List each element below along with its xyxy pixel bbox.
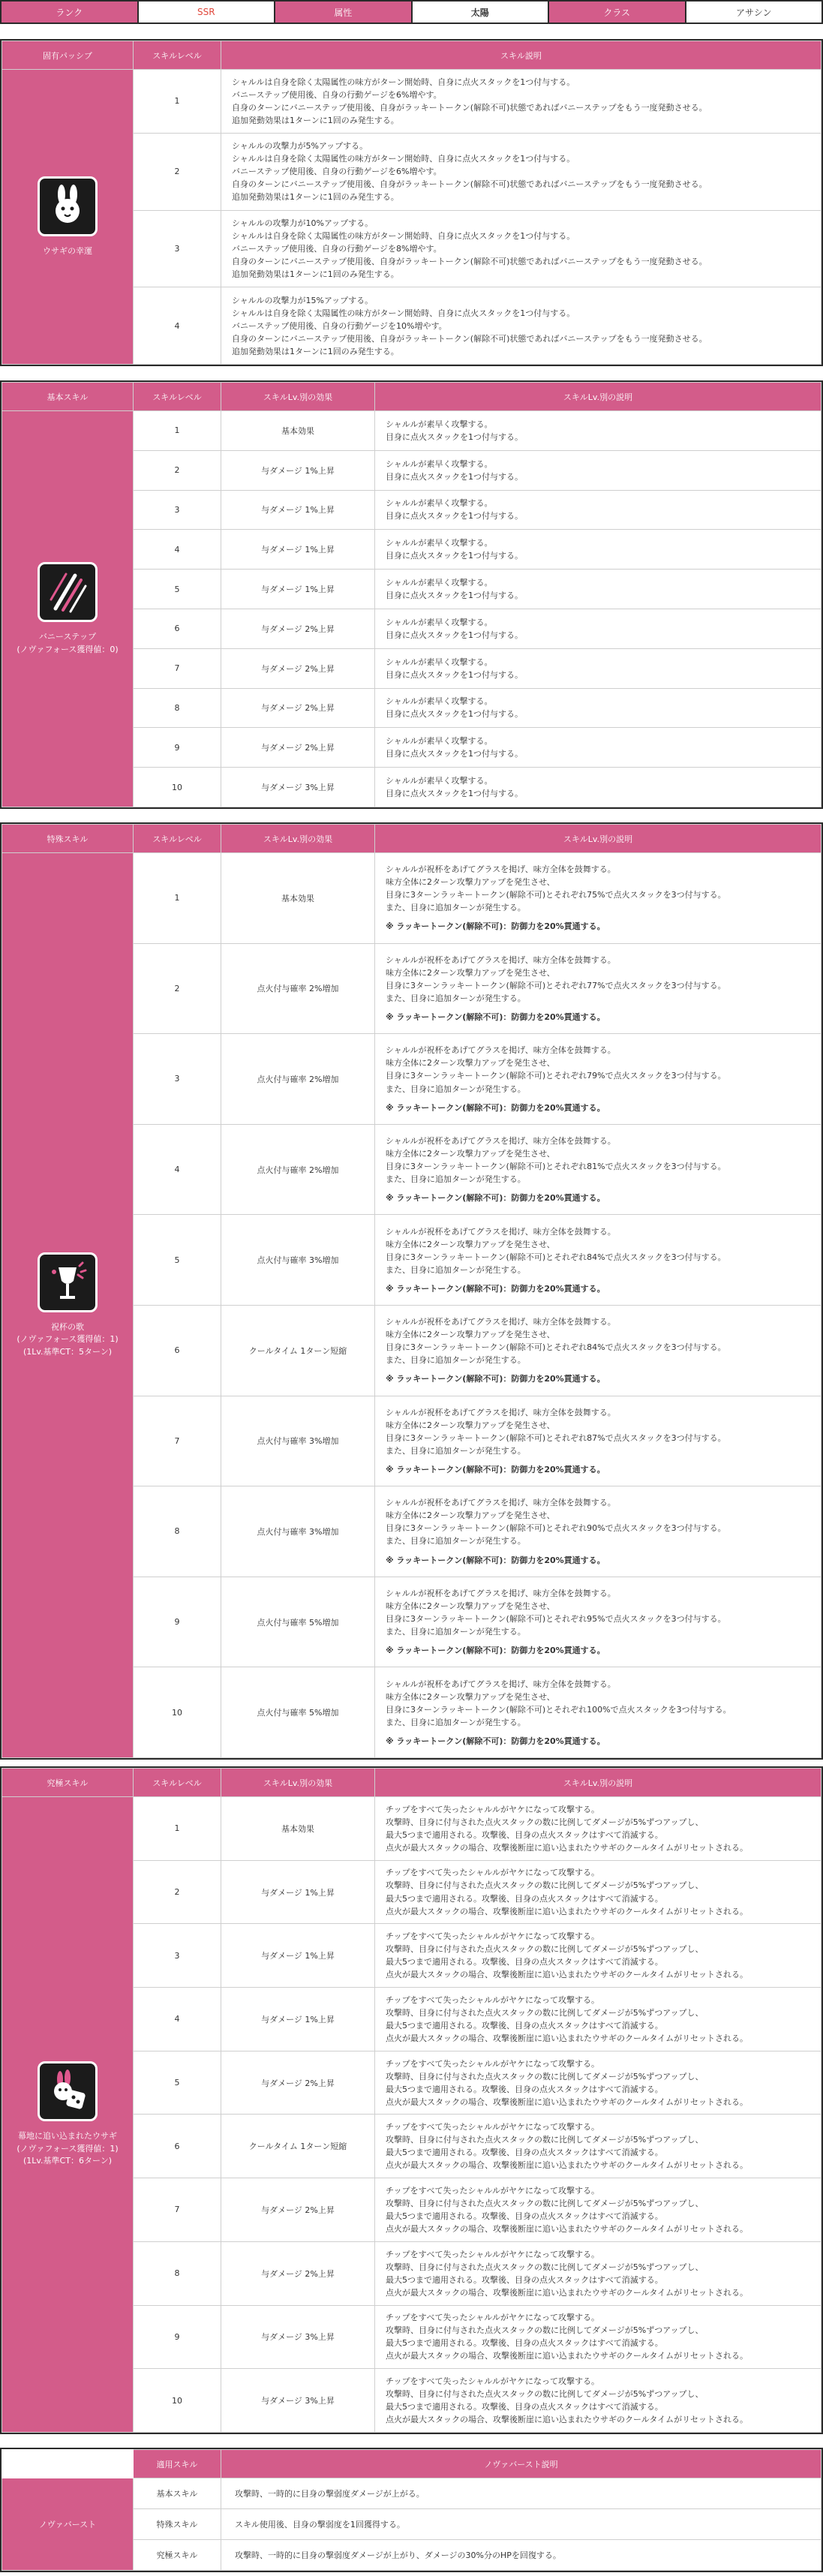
class-value: アサシン: [686, 2, 822, 23]
level-description-text: シャルルが祝杯をあげてグラスを掲げ、味方全体を鼓舞する。 味方全体に2ターン攻撃力アップを発生させ、 目身に3ターンラッキートークン(解除不可)とそれぞれ95%で点火スタックを3つ付与する。 また、目身に追加ターンが発生する。: [386, 1588, 726, 1637]
ultimate-skill-name-cell: [2, 1797, 134, 2433]
lucky-token-note: ※ ラッキートークン(解除不可)：防御力を20%貫通する。: [386, 1555, 605, 1565]
level-description-text: チップをすべて失ったシャルルがヤケになって攻撃する。 攻撃時、目身に付与された点火スタックの数に比例してダメージが5%ずつアップし、 最大5つまで適用される。攻撃後、目身の点火スタックはすべて消滅する。 点火が最大スタックの場合、攻撃後断崖に追い込まれたウサギのクールタイムがリセットされる。: [386, 2249, 749, 2298]
level-effect-cell: クールタイム 1ターン短縮: [221, 2115, 375, 2178]
level-description-text: シャルルが素早く攻撃する。 目身に点火スタックを1つ付与する。: [386, 736, 523, 759]
skill-level-cell: 2: [134, 1860, 221, 1924]
effect-col-header: スキルLv.別の効果: [221, 1769, 375, 1797]
skill-level-cell: 8: [134, 1486, 221, 1577]
lucky-token-note: ※ ラッキートークン(解除不可)：防御力を20%貫通する。: [386, 1102, 605, 1113]
level-description-cell: [375, 1215, 821, 1306]
level-description-cell: [375, 2051, 821, 2115]
level-effect-cell: 与ダメージ 1%上昇: [221, 1924, 375, 1988]
character-info-bar: [0, 0, 823, 24]
skill-level-col-header: スキルレベル: [134, 41, 221, 70]
level-description-text: シャルルの攻撃力が10%アップする。 シャルルは自身を除く太陽属性の味方がターン開始時、自身に点火スタックを1つ付与する。 バニーステップ使用後、自身の行動ゲージを8%増やす。 自身のターンにバニーステップ使用後、自身がラッキートークン(解除不可)状態であればバニーステップをもう一度発動させる。 追加発動効果は1ターンに1回のみ発生する。: [232, 218, 707, 279]
level-effect-cell: 与ダメージ 2%上昇: [221, 2241, 375, 2305]
level-description-cell: [375, 1486, 821, 1577]
effect-col-header: スキルLv.別の効果: [221, 383, 375, 411]
skill-level-cell: 10: [134, 2369, 221, 2433]
skill-level-cell: 9: [134, 1577, 221, 1667]
level-description-cell: [375, 1124, 821, 1215]
passive-skill-name: ウサギの幸運: [43, 245, 92, 256]
ultimate-skill-identity: [3, 2061, 132, 2168]
level-description-text: シャルルが素早く攻撃する。 目身に点火スタックを1つ付与する。: [386, 696, 523, 720]
skill-level-cell: 9: [134, 728, 221, 768]
level-description-cell: [375, 1034, 821, 1125]
level-description-text: シャルルが祝杯をあげてグラスを掲げ、味方全体を鼓舞する。 味方全体に2ターン攻撃力アップを発生させ、 目身に3ターンラッキートークン(解除不可)とそれぞれ81%で点火スタックを3つ付与する。 また、目身に追加ターンが発生する。: [386, 1135, 726, 1185]
nova-burst-description-cell: 攻撃時、一時的に目身の撃弱度ダメージが上がり、ダメージの30%分のHPを回復する。: [221, 2540, 821, 2571]
basic-skill-name-cell: [2, 411, 134, 807]
ultimate-level-row: [2, 1797, 821, 1861]
skill-level-cell: 10: [134, 1667, 221, 1758]
level-effect-cell: 点火付与確率 3%増加: [221, 1396, 375, 1486]
level-description-text: チップをすべて失ったシャルルがヤケになって攻撃する。 攻撃時、目身に付与された点火スタックの数に比例してダメージが5%ずつアップし、 最大5つまで適用される。攻撃後、目身の点火スタックはすべて消滅する。 点火が最大スタックの場合、攻撃後断崖に追い込まれたウサギのクールタイムがリセットされる。: [386, 2058, 749, 2107]
skill-level-cell: 4: [134, 530, 221, 570]
applied-skill-cell: 特殊スキル: [134, 2509, 221, 2540]
level-effect-cell: 与ダメージ 2%上昇: [221, 2178, 375, 2242]
level-effect-cell: 与ダメージ 3%上昇: [221, 2369, 375, 2433]
level-effect-cell: 基本効果: [221, 853, 375, 944]
passive-skill-name-cell: [2, 70, 134, 365]
level-description-cell: [375, 1667, 821, 1758]
skill-level-cell: 1: [134, 1797, 221, 1861]
lucky-token-note: ※ ラッキートークン(解除不可)：防御力を20%貫通する。: [386, 1283, 605, 1294]
level-description-text: シャルルが素早く攻撃する。 目身に点火スタックを1つ付与する。: [386, 419, 523, 442]
special-skill-identity: [3, 1252, 132, 1359]
attribute-label: 属性: [275, 2, 411, 23]
level-description-cell: [375, 1924, 821, 1988]
basic-skill-identity: [3, 562, 132, 656]
skill-level-cell: 8: [134, 2241, 221, 2305]
basic-level-row: [2, 411, 821, 451]
special-col-header: 特殊スキル: [2, 825, 134, 853]
level-description-text: チップをすべて失ったシャルルがヤケになって攻撃する。 攻撃時、目身に付与された点火スタックの数に比例してダメージが5%ずつアップし、 最大5つまで適用される。攻撃後、目身の点火スタックはすべて消滅する。 点火が最大スタックの場合、攻撃後断崖に追い込まれたウサギのクールタイムがリセットされる。: [386, 1931, 749, 1980]
level-description-text: シャルルが祝杯をあげてグラスを掲げ、味方全体を鼓舞する。 味方全体に2ターン攻撃力アップを発生させ、 目身に3ターンラッキートークン(解除不可)とそれぞれ77%で点火スタックを3つ付与する。 また、目身に追加ターンが発生する。: [386, 954, 726, 1003]
level-description-cell: [375, 1988, 821, 2051]
level-description-cell: [375, 1797, 821, 1861]
lucky-token-note: ※ ラッキートークン(解除不可)：防御力を20%貫通する。: [386, 1011, 605, 1022]
level-description-text: シャルルが祝杯をあげてグラスを掲げ、味方全体を鼓舞する。 味方全体に2ターン攻撃力アップを発生させ、 目身に3ターンラッキートークン(解除不可)とそれぞれ79%で点火スタックを3つ付与する。 また、目身に追加ターンが発生する。: [386, 1045, 726, 1094]
description-col-header: スキルLv.別の説明: [375, 1769, 821, 1797]
nova-burst-description-cell: 攻撃時、一時的に目身の撃弱度ダメージが上がる。: [221, 2478, 821, 2509]
level-effect-cell: 与ダメージ 1%上昇: [221, 490, 375, 530]
level-effect-cell: 与ダメージ 1%上昇: [221, 1860, 375, 1924]
basic-skill-section: [0, 380, 823, 809]
level-effect-cell: 基本効果: [221, 411, 375, 451]
skill-level-cell: 4: [134, 287, 221, 365]
wine-glass-icon: [38, 1252, 98, 1312]
skill-level-cell: 6: [134, 2115, 221, 2178]
level-description-cell: [375, 2369, 821, 2433]
level-effect-cell: 点火付与確率 3%増加: [221, 1486, 375, 1577]
level-effect-cell: クールタイム 1ターン短縮: [221, 1305, 375, 1396]
level-description-text: シャルルが素早く攻撃する。 目身に点火スタックを1つ付与する。: [386, 578, 523, 601]
level-description-cell: [375, 411, 821, 451]
level-description-text: シャルルが素早く攻撃する。 目身に点火スタックを1つ付与する。: [386, 776, 523, 799]
level-effect-cell: 与ダメージ 3%上昇: [221, 2305, 375, 2369]
level-description-cell: [375, 570, 821, 609]
level-description-cell: [375, 728, 821, 768]
description-col-header: スキルLv.別の説明: [375, 383, 821, 411]
level-effect-cell: 点火付与確率 5%増加: [221, 1577, 375, 1667]
level-description-cell: [221, 70, 821, 134]
level-effect-cell: 与ダメージ 2%上昇: [221, 648, 375, 688]
passive-level-row: [2, 70, 821, 134]
level-effect-cell: 与ダメージ 1%上昇: [221, 570, 375, 609]
nova-burst-section: [0, 2448, 823, 2572]
level-description-cell: [375, 1577, 821, 1667]
description-col-header: スキルLv.別の説明: [375, 825, 821, 853]
ultimate-skill-section: [0, 1766, 823, 2434]
applied-skill-cell: 基本スキル: [134, 2478, 221, 2509]
ultimate-skill-name: 幕地に追い込まれたウサギ (ノヴァフォース獲得値：1) (1Lv.基準CT：6ターン): [17, 2131, 119, 2166]
special-skill-name-cell: [2, 853, 134, 1758]
lucky-token-note: ※ ラッキートークン(解除不可)：防御力を20%貫通する。: [386, 1374, 605, 1384]
level-effect-cell: 点火付与確率 5%増加: [221, 1667, 375, 1758]
level-description-cell: [375, 943, 821, 1034]
level-description-text: シャルルが祝杯をあげてグラスを掲げ、味方全体を鼓舞する。 味方全体に2ターン攻撃力アップを発生させ、 目身に3ターンラッキートークン(解除不可)とそれぞれ100%で点火スタックを3つ付与する。 また、目身に追加ターンが発生する。: [386, 1679, 731, 1727]
rabbit-icon: [38, 176, 98, 236]
level-effect-cell: 与ダメージ 2%上昇: [221, 688, 375, 728]
claw-slash-icon: [38, 562, 98, 622]
skill-level-cell: 5: [134, 1215, 221, 1306]
level-effect-cell: 点火付与確率 2%増加: [221, 1124, 375, 1215]
level-description-text: チップをすべて失ったシャルルがヤケになって攻撃する。 攻撃時、目身に付与された点火スタックの数に比例してダメージが5%ずつアップし、 最大5つまで適用される。攻撃後、目身の点火スタックはすべて消滅する。 点火が最大スタックの場合、攻撃後断崖に追い込まれたウサギのクールタイムがリセットされる。: [386, 1994, 749, 2043]
level-description-cell: [375, 490, 821, 530]
level-description-cell: [375, 2115, 821, 2178]
passive-skill-identity: [3, 176, 132, 258]
level-description-cell: [375, 609, 821, 648]
skill-level-cell: 1: [134, 853, 221, 944]
special-level-row: [2, 853, 821, 944]
level-effect-cell: 与ダメージ 1%上昇: [221, 450, 375, 490]
level-effect-cell: 点火付与確率 2%増加: [221, 943, 375, 1034]
skill-level-cell: 1: [134, 70, 221, 134]
level-effect-cell: 与ダメージ 2%上昇: [221, 728, 375, 768]
level-description-text: シャルルが祝杯をあげてグラスを掲げ、味方全体を鼓舞する。 味方全体に2ターン攻撃力アップを発生させ、 目身に3ターンラッキートークン(解除不可)とそれぞれ84%で点火スタックを3つ付与する。 また、目身に追加ターンが発生する。: [386, 1317, 726, 1366]
rabbit-dice-icon: [38, 2061, 98, 2121]
level-description-text: シャルルの攻撃力が5%アップする。 シャルルは自身を除く太陽属性の味方がターン開始時、自身に点火スタックを1つ付与する。 バニーステップ使用後、自身の行動ゲージを6%増やす。 自身のターンにバニーステップ使用後、自身がラッキートークン(解除不可)状態であればバニーステップをもう一度発動させる。 追加発動効果は1ターンに1回のみ発生する。: [232, 141, 707, 203]
level-effect-cell: 与ダメージ 3%上昇: [221, 768, 375, 807]
effect-col-header: スキルLv.別の効果: [221, 825, 375, 853]
skill-level-col-header: スキルレベル: [134, 383, 221, 411]
skill-level-cell: 7: [134, 648, 221, 688]
skill-level-cell: 9: [134, 2305, 221, 2369]
rank-label: ランク: [2, 2, 137, 23]
skill-level-cell: 8: [134, 688, 221, 728]
rank-value: SSR: [139, 2, 275, 23]
level-description-text: チップをすべて失ったシャルルがヤケになって攻撃する。 攻撃時、目身に付与された点火スタックの数に比例してダメージが5%ずつアップし、 最大5つまで適用される。攻撃後、目身の点火スタックはすべて消滅する。 点火が最大スタックの場合、攻撃後断崖に追い込まれたウサギのクールタイムがリセットされる。: [386, 2185, 749, 2235]
skill-level-cell: 5: [134, 570, 221, 609]
skill-level-cell: 2: [134, 450, 221, 490]
skill-level-cell: 7: [134, 1396, 221, 1486]
level-effect-cell: 点火付与確率 2%増加: [221, 1034, 375, 1125]
skill-level-col-header: スキルレベル: [134, 825, 221, 853]
skill-level-cell: 3: [134, 210, 221, 287]
special-skill-name: 祝杯の歌 (ノヴァフォース獲得値：1) (1Lv.基準CT：5ターン): [17, 1321, 119, 1357]
skill-level-cell: 6: [134, 609, 221, 648]
level-effect-cell: 与ダメージ 2%上昇: [221, 609, 375, 648]
skill-level-cell: 2: [134, 943, 221, 1034]
nova-burst-name: ノヴァバースト: [2, 2478, 134, 2571]
level-description-text: シャルルが祝杯をあげてグラスを掲げ、味方全体を鼓舞する。 味方全体に2ターン攻撃力アップを発生させ、 目身に3ターンラッキートークン(解除不可)とそれぞれ84%で点火スタックを3つ付与する。 また、目身に追加ターンが発生する。: [386, 1226, 726, 1275]
level-description-cell: [375, 1305, 821, 1396]
lucky-token-note: ※ ラッキートークン(解除不可)：防御力を20%貫通する。: [386, 1193, 605, 1204]
nova-burst-empty-header: [2, 2450, 134, 2478]
nova-burst-description-cell: スキル使用後、目身の撃弱度を1回獲得する。: [221, 2509, 821, 2540]
skill-level-col-header: スキルレベル: [134, 1769, 221, 1797]
skill-level-cell: 3: [134, 1034, 221, 1125]
lucky-token-note: ※ ラッキートークン(解除不可)：防御力を20%貫通する。: [386, 1646, 605, 1656]
level-description-cell: [375, 1860, 821, 1924]
level-description-cell: [375, 648, 821, 688]
level-description-cell: [221, 133, 821, 210]
level-effect-cell: 基本効果: [221, 1797, 375, 1861]
level-description-text: チップをすべて失ったシャルルがヤケになって攻撃する。 攻撃時、目身に付与された点火スタックの数に比例してダメージが5%ずつアップし、 最大5つまで適用される。攻撃後、目身の点火スタックはすべて消滅する。 点火が最大スタックの場合、攻撃後断崖に追い込まれたウサギのクールタイムがリセットされる。: [386, 1804, 749, 1853]
nova-burst-row: [2, 2478, 821, 2509]
level-description-cell: [375, 853, 821, 944]
class-label: クラス: [549, 2, 685, 23]
level-effect-cell: 点火付与確率 3%増加: [221, 1215, 375, 1306]
skill-level-cell: 3: [134, 1924, 221, 1988]
level-description-cell: [375, 530, 821, 570]
level-description-text: シャルルが素早く攻撃する。 目身に点火スタックを1つ付与する。: [386, 458, 523, 482]
special-skill-section: [0, 822, 823, 1760]
level-description-text: チップをすべて失ったシャルルがヤケになって攻撃する。 攻撃時、目身に付与された点火スタックの数に比例してダメージが5%ずつアップし、 最大5つまで適用される。攻撃後、目身の点火スタックはすべて消滅する。 点火が最大スタックの場合、攻撃後断崖に追い込まれたウサギのクールタイムがリセットされる。: [386, 2122, 749, 2171]
level-description-text: チップをすべて失ったシャルルがヤケになって攻撃する。 攻撃時、目身に付与された点火スタックの数に比例してダメージが5%ずつアップし、 最大5つまで適用される。攻撃後、目身の点火スタックはすべて消滅する。 点火が最大スタックの場合、攻撃後断崖に追い込まれたウサギのクールタイムがリセットされる。: [386, 2313, 749, 2361]
level-description-text: シャルルが素早く攻撃する。 目身に点火スタックを1つ付与する。: [386, 538, 523, 561]
level-description-text: シャルルは自身を除く太陽属性の味方がターン開始時、自身に点火スタックを1つ付与する。 バニーステップ使用後、自身の行動ゲージを6%増やす。 自身のターンにバニーステップ使用後、自身がラッキートークン(解除不可)状態であればバニーステップをもう一度発動させる。 追加発動効果は1ターンに1回のみ発生する。: [232, 77, 707, 125]
level-description-cell: [375, 2178, 821, 2242]
lucky-token-note: ※ ラッキートークン(解除不可)：防御力を20%貫通する。: [386, 1464, 605, 1474]
basic-skill-name: バニーステップ (ノヴァフォース獲得値：0): [17, 632, 119, 654]
lucky-token-note: ※ ラッキートークン(解除不可)：防御力を20%貫通する。: [386, 921, 605, 932]
level-description-cell: [221, 287, 821, 365]
level-description-text: シャルルが素早く攻撃する。 目身に点火スタックを1つ付与する。: [386, 617, 523, 640]
attribute-value: 太陽: [413, 2, 548, 23]
basic-col-header: 基本スキル: [2, 383, 134, 411]
skill-level-cell: 5: [134, 2051, 221, 2115]
level-description-text: シャルルが素早く攻撃する。 目身に点火スタックを1つ付与する。: [386, 498, 523, 522]
applied-skill-cell: 究極スキル: [134, 2540, 221, 2571]
level-description-cell: [375, 688, 821, 728]
passive-col-header: 固有パッシブ: [2, 41, 134, 70]
skill-level-cell: 10: [134, 768, 221, 807]
level-description-cell: [375, 1396, 821, 1486]
skill-level-cell: 1: [134, 411, 221, 451]
skill-level-cell: 3: [134, 490, 221, 530]
ultimate-col-header: 究極スキル: [2, 1769, 134, 1797]
skill-level-cell: 2: [134, 133, 221, 210]
level-description-text: チップをすべて失ったシャルルがヤケになって攻撃する。 攻撃時、目身に付与された点火スタックの数に比例してダメージが5%ずつアップし、 最大5つまで適用される。攻撃後、目身の点火スタックはすべて消滅する。 点火が最大スタックの場合、攻撃後断崖に追い込まれたウサギのクールタイムがリセットされる。: [386, 2376, 749, 2425]
level-description-cell: [375, 2241, 821, 2305]
passive-skill-section: [0, 39, 823, 366]
level-description-cell: [375, 450, 821, 490]
level-description-text: シャルルが素早く攻撃する。 目身に点火スタックを1つ付与する。: [386, 657, 523, 680]
level-effect-cell: 与ダメージ 1%上昇: [221, 1988, 375, 2051]
level-description-cell: [221, 210, 821, 287]
applied-skill-col-header: 適用スキル: [134, 2450, 221, 2478]
level-description-text: シャルルの攻撃力が15%アップする。 シャルルは自身を除く太陽属性の味方がターン開始時、自身に点火スタックを1つ付与する。 バニーステップ使用後、自身の行動ゲージを10%増やす。 自身のターンにバニーステップ使用後、自身がラッキートークン(解除不可)状態であればバニーステップをもう一度発動させる。 追加発動効果は1ターンに1回のみ発生する。: [232, 295, 707, 356]
nova-burst-desc-col-header: ノヴァバースト説明: [221, 2450, 821, 2478]
level-description-text: シャルルが祝杯をあげてグラスを掲げ、味方全体を鼓舞する。 味方全体に2ターン攻撃力アップを発生させ、 目身に3ターンラッキートークン(解除不可)とそれぞれ87%で点火スタックを3つ付与する。 また、目身に追加ターンが発生する。: [386, 1407, 726, 1456]
skill-level-cell: 4: [134, 1124, 221, 1215]
level-description-text: シャルルが祝杯をあげてグラスを掲げ、味方全体を鼓舞する。 味方全体に2ターン攻撃力アップを発生させ、 目身に3ターンラッキートークン(解除不可)とそれぞれ75%で点火スタックを3つ付与する。 また、目身に追加ターンが発生する。: [386, 864, 726, 913]
skill-level-cell: 6: [134, 1305, 221, 1396]
level-description-cell: [375, 768, 821, 807]
level-description-text: シャルルが祝杯をあげてグラスを掲げ、味方全体を鼓舞する。 味方全体に2ターン攻撃力アップを発生させ、 目身に3ターンラッキートークン(解除不可)とそれぞれ90%で点火スタックを3つ付与する。 また、目身に追加ターンが発生する。: [386, 1498, 726, 1547]
level-effect-cell: 与ダメージ 2%上昇: [221, 2051, 375, 2115]
skill-level-cell: 7: [134, 2178, 221, 2242]
level-effect-cell: 与ダメージ 1%上昇: [221, 530, 375, 570]
skill-level-cell: 4: [134, 1988, 221, 2051]
description-col-header: スキル説明: [221, 41, 821, 70]
level-description-text: チップをすべて失ったシャルルがヤケになって攻撃する。 攻撃時、目身に付与された点火スタックの数に比例してダメージが5%ずつアップし、 最大5つまで適用される。攻撃後、目身の点火スタックはすべて消滅する。 点火が最大スタックの場合、攻撃後断崖に追い込まれたウサギのクールタイムがリセットされる。: [386, 1868, 749, 1916]
lucky-token-note: ※ ラッキートークン(解除不可)：防御力を20%貫通する。: [386, 1736, 605, 1746]
level-description-cell: [375, 2305, 821, 2369]
